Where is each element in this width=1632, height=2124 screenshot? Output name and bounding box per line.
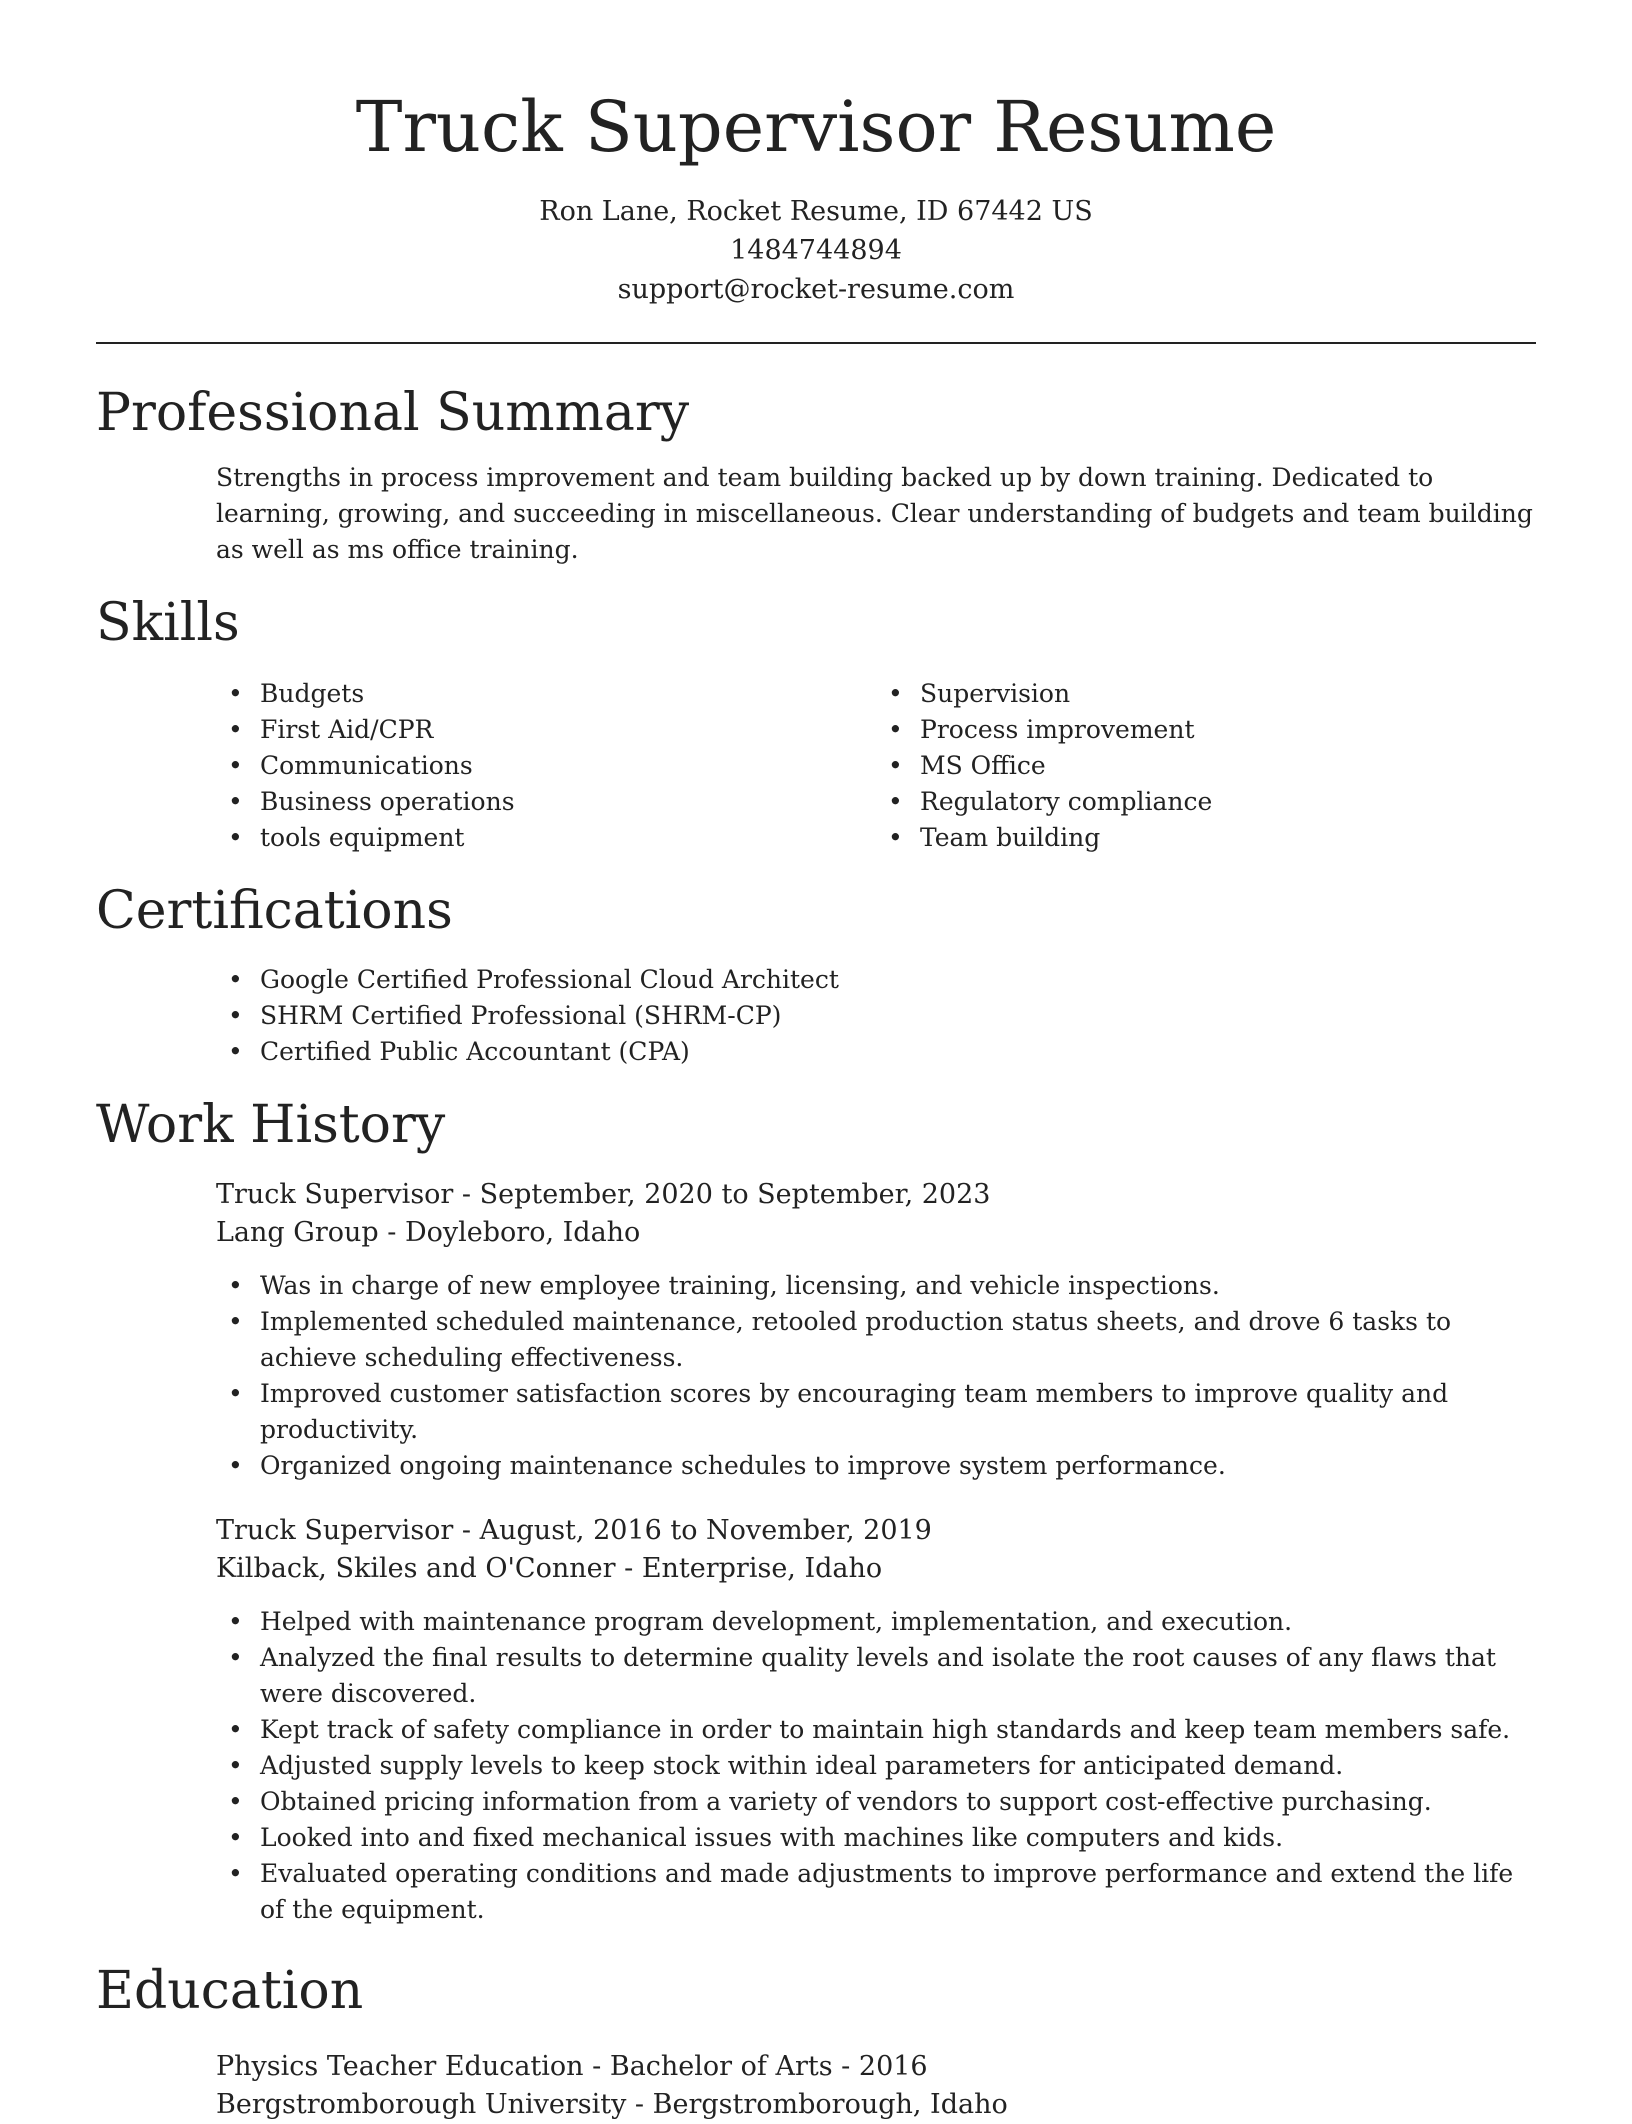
skills-section <box>96 588 1536 856</box>
resume-body <box>96 378 1536 2124</box>
education-section <box>96 1956 1536 2124</box>
job-location: Enterprise, Idaho <box>641 1553 883 1584</box>
education-school-line: Bergstromborough University - Bergstromborough, Idaho <box>216 2089 1008 2120</box>
skills-list-right <box>876 676 1536 856</box>
contact-info <box>0 192 1632 309</box>
resume-header <box>0 0 1632 309</box>
job-bullet: • Looked into and fixed mechanical issues with machines like computers and kids. <box>216 1820 1536 1856</box>
job-title-line: Truck Supervisor - August, 2016 to November, 2019 <box>216 1515 932 1546</box>
job-location: Doyleboro, Idaho <box>404 1217 641 1248</box>
job-bullet: • Evaluated operating conditions and made adjustments to improve performance and extend the life of the equipment. <box>216 1856 1536 1928</box>
job-bullets <box>216 1604 1536 1928</box>
skill-item: • tools equipment <box>216 820 876 856</box>
job-dates: August, 2016 to November, 2019 <box>479 1515 932 1546</box>
job-bullet: • Improved customer satisfaction scores by encouraging team members to improve quality and productivity. <box>216 1376 1536 1448</box>
job-bullet: • Obtained pricing information from a variety of vendors to support cost-effective purchasing. <box>216 1784 1536 1820</box>
job-bullet: • Adjusted supply levels to keep stock within ideal parameters for anticipated demand. <box>216 1748 1536 1784</box>
job-title: Truck Supervisor <box>216 1179 454 1210</box>
skills-list-left <box>216 676 876 856</box>
skill-item: • Team building <box>876 820 1536 856</box>
job-company-line: Lang Group - Doyleboro, Idaho <box>216 1217 641 1248</box>
skill-item: • Process improvement <box>876 712 1536 748</box>
job-bullets <box>216 1268 1536 1484</box>
job-bullet: • Implemented scheduled maintenance, retooled production status sheets, and drove 6 tasks to achieve scheduling effectiveness. <box>216 1304 1536 1376</box>
skill-item: • Communications <box>216 748 876 784</box>
header-divider <box>96 342 1536 344</box>
education-degree: Physics Teacher Education - Bachelor of Arts - 2016 <box>216 2051 928 2082</box>
contact-address: Ron Lane, Rocket Resume, ID 67442 US <box>539 196 1093 227</box>
job-bullet: • Helped with maintenance program development, implementation, and execution. <box>216 1604 1536 1640</box>
job-bullet: • Kept track of safety compliance in order to maintain high standards and keep team members safe. <box>216 1712 1536 1748</box>
skills-columns <box>216 676 1536 856</box>
contact-phone: 1484744894 <box>730 235 902 266</box>
certifications-section <box>96 876 1536 1070</box>
skill-item: • Regulatory compliance <box>876 784 1536 820</box>
skill-item: • MS Office <box>876 748 1536 784</box>
work-history-heading: Work History <box>96 1095 446 1155</box>
job-bullet: • Analyzed the final results to determine quality levels and isolate the root causes of any flaws that were discovered. <box>216 1640 1536 1712</box>
certifications-heading: Certifications <box>96 881 453 941</box>
summary-section <box>96 378 1536 568</box>
skill-item: • First Aid/CPR <box>216 712 876 748</box>
job-entry <box>216 1512 1536 1928</box>
summary-heading: Professional Summary <box>96 383 690 443</box>
education-school: Bergstromborough University <box>216 2089 627 2120</box>
education-heading: Education <box>96 1961 364 2021</box>
summary-text: Strengths in process improvement and team building backed up by down training. Dedicated to learning, growing, and succeeding in miscellaneous. Clear understanding of budgets and team building as well as ms office training. <box>216 463 1533 564</box>
certification-item: • Certified Public Accountant (CPA) <box>216 1034 1536 1070</box>
job-company-line: Kilback, Skiles and O'Conner - Enterprise, Idaho <box>216 1553 883 1584</box>
job-company: Kilback, Skiles and O'Conner <box>216 1553 616 1584</box>
education-entry <box>216 2048 1536 2124</box>
job-company: Lang Group <box>216 1217 379 1248</box>
certification-item: • SHRM Certified Professional (SHRM-CP) <box>216 998 1536 1034</box>
job-bullet: • Organized ongoing maintenance schedules to improve system performance. <box>216 1448 1536 1484</box>
job-title: Truck Supervisor <box>216 1515 454 1546</box>
certifications-list <box>216 962 1536 1070</box>
skills-heading: Skills <box>96 593 240 653</box>
contact-email: support@rocket-resume.com <box>617 274 1015 305</box>
skill-item: • Supervision <box>876 676 1536 712</box>
certification-item: • Google Certified Professional Cloud Architect <box>216 962 1536 998</box>
job-entry <box>216 1176 1536 1484</box>
skill-item: • Budgets <box>216 676 876 712</box>
skill-item: • Business operations <box>216 784 876 820</box>
job-title-line: Truck Supervisor - September, 2020 to September, 2023 <box>216 1179 991 1210</box>
work-history-section <box>96 1090 1536 1928</box>
education-location: Bergstromborough, Idaho <box>652 2089 1008 2120</box>
job-bullet: • Was in charge of new employee training, licensing, and vehicle inspections. <box>216 1268 1536 1304</box>
resume-title: Truck Supervisor Resume <box>355 86 1277 168</box>
job-dates: September, 2020 to September, 2023 <box>479 1179 991 1210</box>
